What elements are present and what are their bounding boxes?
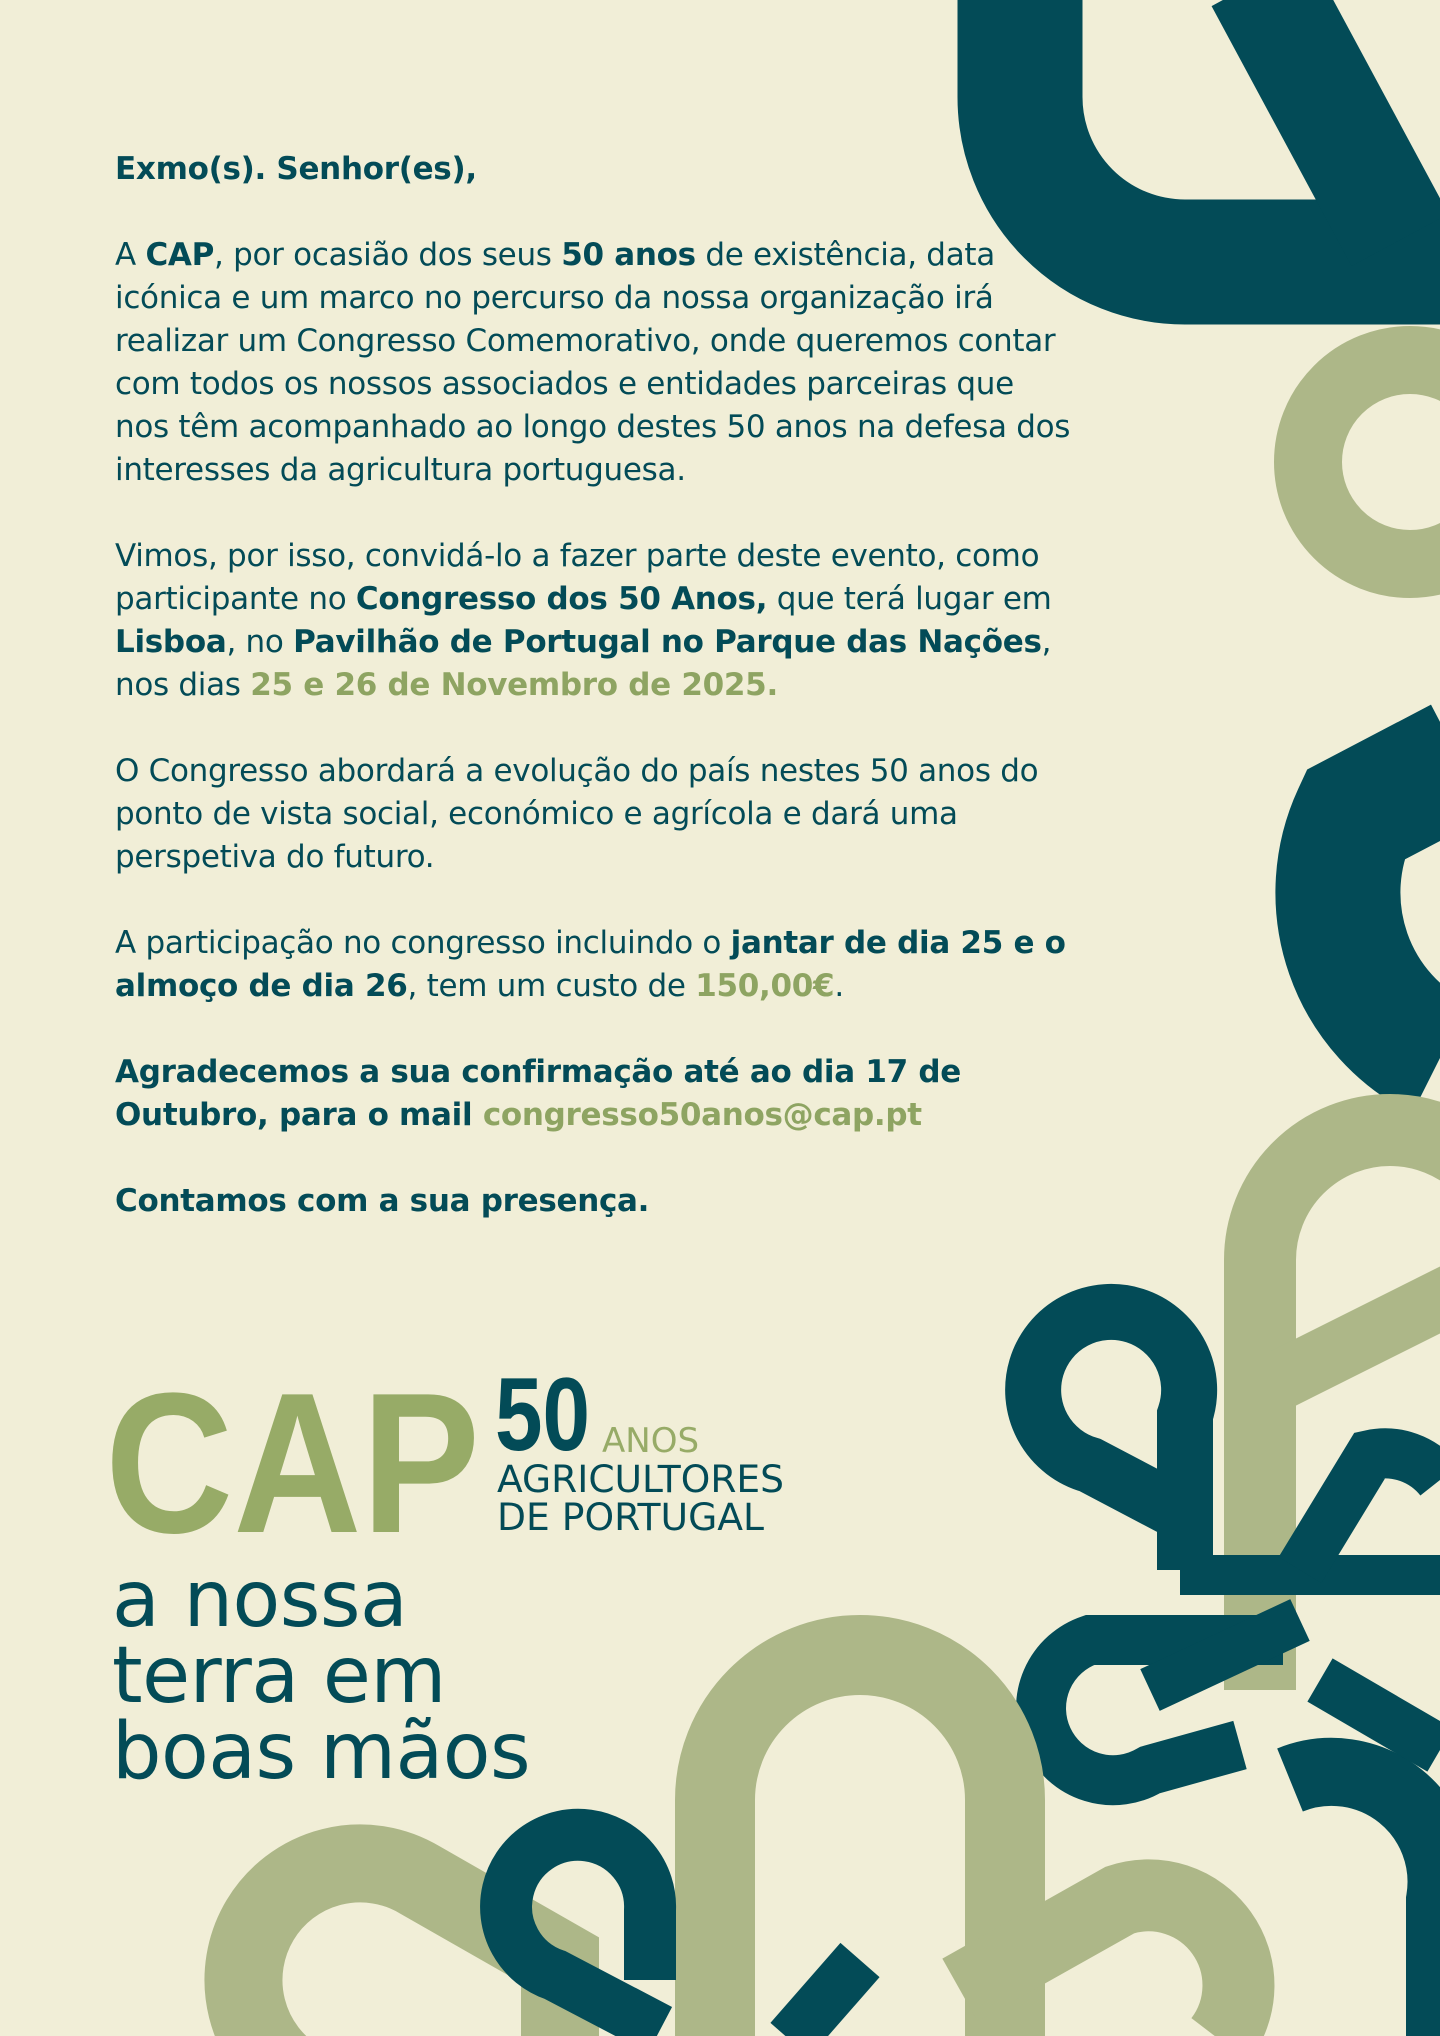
event-dates: 25 e 26 de Novembro de 2025.	[250, 667, 778, 703]
logo-number: 50	[495, 1360, 590, 1473]
cap-50-anos-logo	[105, 1360, 805, 1540]
tagline	[112, 1555, 672, 1797]
decor-teal-drop-right	[1338, 760, 1440, 1058]
decor-teal-loop-mid	[1033, 1312, 1189, 1570]
paragraph-invitation: Vimos, por isso, convidá-lo a fazer parte deste evento, como participante no Congresso dos 50 Anos, que terá lugar em Lisboa, no Pavilhão de Portugal no Parque das Nações, nos dias 25 e 26 de Novembro de 2025.	[115, 538, 1052, 703]
greeting: Exmo(s). Senhor(es),	[115, 151, 477, 187]
logo-anos: ANOS	[602, 1421, 700, 1461]
decor-teal-curve-bottom-right	[1290, 1772, 1440, 2036]
tagline-line-2: terra em	[112, 1631, 446, 1721]
cap-bold: CAP	[145, 237, 215, 273]
email-link[interactable]: congresso50anos@cap.pt	[482, 1097, 922, 1133]
decor-sage-ring	[1308, 360, 1440, 564]
logo-line1: AGRICULTORES	[497, 1458, 784, 1501]
paragraph-intro: A CAP, por ocasião dos seus 50 anos de existência, data icónica e um marco no percurso da nossa organização irá realizar um Congresso Comemorativo, onde queremos contar com todos os nossos associados e entidades parceiras que nos têm acompanhado ao longo destes 50 anos na defesa dos interesses da agricultura portuguesa.	[115, 237, 1071, 488]
logo-line2: DE PORTUGAL	[497, 1496, 765, 1539]
logo-wordmark: CAP	[105, 1360, 480, 1540]
decor-sage-diagonal-right	[1280, 1290, 1440, 1380]
tagline-line-3: boas mãos	[112, 1707, 531, 1797]
decor-teal-hook	[1300, 1453, 1440, 1570]
invitation-letter	[115, 148, 1075, 1266]
price: 150,00€	[695, 968, 835, 1004]
paragraph-topics: O Congresso abordará a evolução do país nestes 50 anos do ponto de vista social, económico e agrícola e dará uma perspetiva do futuro.	[115, 753, 1039, 875]
decor-teal-small-bottom	[790, 1960, 860, 2036]
paragraph-confirmation: Agradecemos a sua confirmação até ao dia 17 de Outubro, para o mail congresso50anos@cap.pt	[115, 1054, 961, 1133]
closing-line: Contamos com a sua presença.	[115, 1183, 650, 1219]
tagline-line-1: a nossa	[112, 1555, 408, 1645]
paragraph-cost: A participação no congresso incluindo o jantar de dia 25 e o almoço de dia 26, tem um custo de 150,00€.	[115, 925, 1066, 1004]
